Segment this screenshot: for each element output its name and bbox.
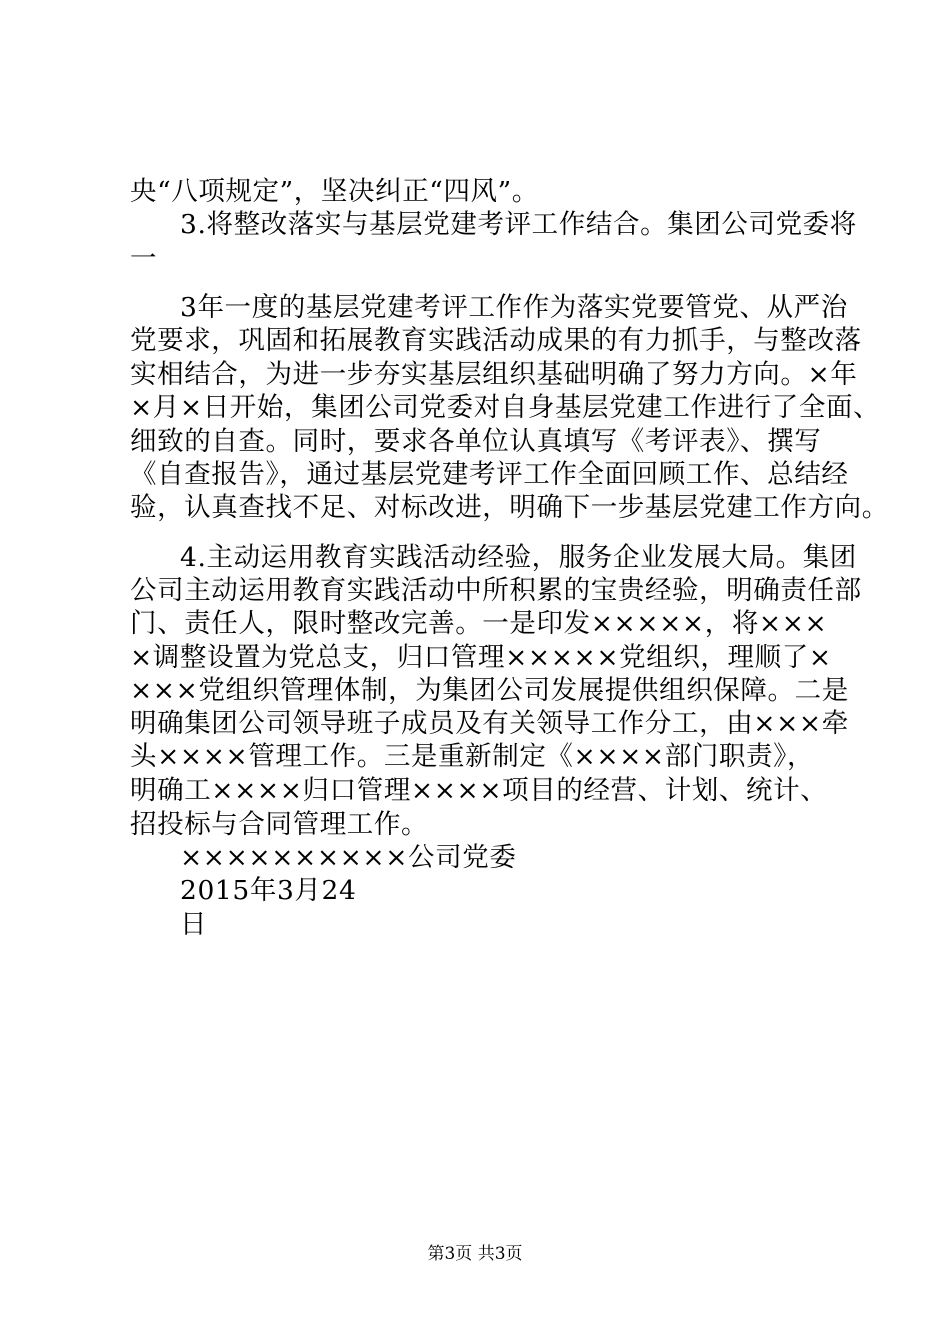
text-line: 《自查报告》，通过基层党建考评工作全面回顾工作、总结经 <box>130 459 849 490</box>
text-line: 验，认真查找不足、对标改进，明确下一步基层党建工作方向。 <box>130 492 889 523</box>
text-line: 党要求，巩固和拓展教育实践活动成果的有力抓手，与整改落 <box>130 325 862 356</box>
text-line: ×调整设置为党总支，归口管理×××××党组织，理顺了× <box>130 642 832 673</box>
signature-date: 2015年3月24 <box>180 875 357 906</box>
text-line: 明确集团公司领导班子成员及有关领导工作分工，由×××牵 <box>130 708 849 739</box>
text-line: 细致的自查。同时，要求各单位认真填写《考评表》、撰写 <box>130 426 822 457</box>
signature-organization: ××××××××××公司党委 <box>180 842 517 873</box>
text-line: 招投标与合同管理工作。 <box>130 809 429 840</box>
text-line: 3.将整改落实与基层党建考评工作结合。集团公司党委将 <box>180 209 857 240</box>
text-line: 实相结合，为进一步夯实基层组织基础明确了努力方向。×年 <box>130 359 858 390</box>
text-line: 一 <box>130 243 158 274</box>
text-line: ×月×日开始，集团公司党委对自身基层党建工作进行了全面、 <box>130 392 881 423</box>
text-line: 公司主动运用教育实践活动中所积累的宝贵经验，明确责任部 <box>130 575 862 606</box>
text-line: 明确工××××归口管理××××项目的经营、计划、统计、 <box>130 775 828 806</box>
text-line: 3年一度的基层党建考评工作作为落实党要管党、从严治 <box>180 292 848 323</box>
signature-date-day: 日 <box>180 909 208 940</box>
text-line: 央“八项规定”，坚决纠正“四风”。 <box>130 176 539 207</box>
text-line: ×××党组织管理体制，为集团公司发展提供组织保障。二是 <box>130 675 849 706</box>
page-number-footer: 第3页 共3页 <box>427 1244 523 1264</box>
text-line: 头××××管理工作。三是重新制定《××××部门职责》， <box>130 741 815 772</box>
text-line: 门、责任人，限时整改完善。一是印发×××××，将××× <box>130 608 828 639</box>
text-line: 4.主动运用教育实践活动经验，服务企业发展大局。集团 <box>180 542 857 573</box>
